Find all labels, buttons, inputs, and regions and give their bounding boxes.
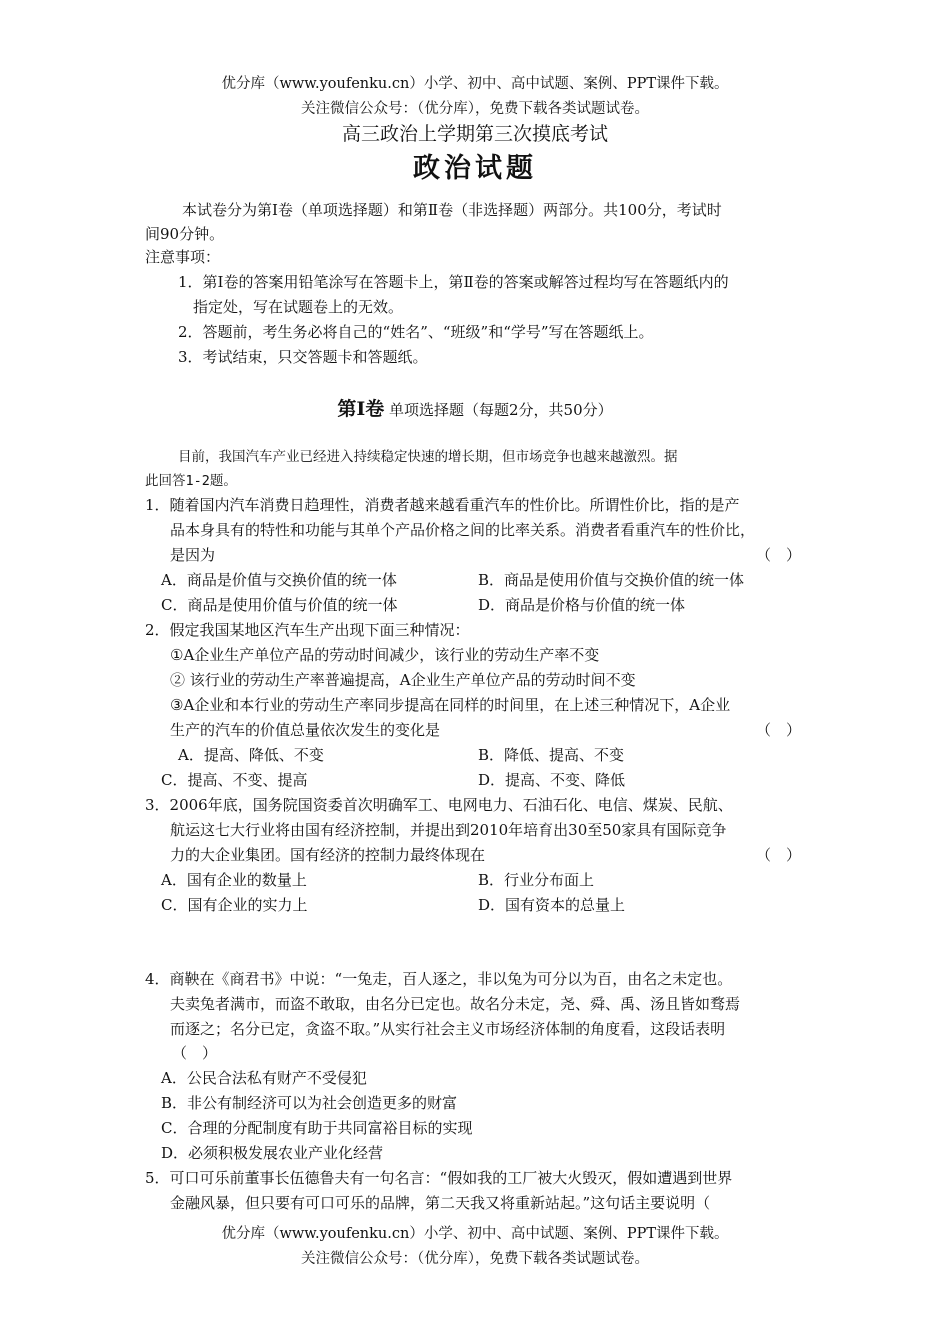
question-5-line-1: 5．可口可乐前董事长伍德鲁夫有一句名言：“假如我的工厂被大火毁灭，假如遭遇到世界 bbox=[145, 1169, 733, 1187]
question-1-option-d: D．商品是价格与价值的统一体 bbox=[478, 596, 686, 614]
question-1-line-2: 品本身具有的特性和功能与其单个产品价格之间的比率关系。消费者看重汽车的性价比， bbox=[170, 521, 756, 539]
section-1-intro-line-1: 目前，我国汽车产业已经进入持续稳定快速的增长期，但市场竞争也越来越激烈。据 bbox=[178, 449, 678, 465]
question-2-situation-1: ①A企业生产单位产品的劳动时间减少，该行业的劳动生产率不变 bbox=[170, 646, 600, 664]
question-2-option-c: C．提高、不变、提高 bbox=[161, 771, 308, 789]
question-3-option-b: B．行业分布面上 bbox=[478, 871, 595, 889]
question-2-situation-3: ③A企业和本行业的劳动生产率同步提高在同样的时间里，在上述三种情况下，A企业 bbox=[170, 696, 731, 714]
question-4-option-c: C．合理的分配制度有助于共同富裕目标的实现 bbox=[161, 1119, 473, 1137]
question-2-answer-blank: （ ） bbox=[756, 721, 802, 739]
question-4-option-d: D．必须积极发展农业产业化经营 bbox=[161, 1144, 384, 1162]
notes-item-2: 2．答题前，考生务必将自己的“姓名”、“班级”和“学号”写在答题纸上。 bbox=[178, 323, 654, 341]
question-3-option-c: C．国有企业的实力上 bbox=[161, 896, 308, 914]
section-1-desc: 单项选择题（每题2分，共50分） bbox=[389, 401, 613, 419]
exam-title: 高三政治上学期第三次摸底考试 bbox=[341, 123, 608, 145]
question-4-line-1: 4．商鞅在《商君书》中说：“一兔走，百人逐之，非以兔为可分以为百，由名之未定也。 bbox=[145, 970, 733, 988]
section-1-title bbox=[0, 396, 950, 423]
header-line-1: 优分库（www.youfenku.cn）小学、初中、高中试题、案例、PPT课件下载。 bbox=[221, 76, 729, 92]
section-1-label: 第Ⅰ卷 bbox=[337, 398, 385, 420]
question-2-line-5: 生产的汽车的价值总量依次发生的变化是 bbox=[170, 721, 441, 739]
question-4-line-3: 而逐之；名分已定，贪盗不取。”从实行社会主义市场经济体制的角度看，这段话表明 bbox=[170, 1020, 726, 1038]
question-2-situation-2: ② 该行业的劳动生产率普遍提高，A企业生产单位产品的劳动时间不变 bbox=[170, 671, 636, 689]
question-3-line-1: 3．2006年底，国务院国资委首次明确军工、电网电力、石油石化、电信、煤炭、民航、 bbox=[145, 796, 733, 814]
question-2-option-a: A．提高、降低、不变 bbox=[178, 746, 324, 764]
question-3-option-d: D．国有资本的总量上 bbox=[478, 896, 626, 914]
question-1-option-b: B．商品是使用价值与交换价值的统一体 bbox=[478, 571, 745, 589]
question-5-line-2: 金融风暴，但只要有可口可乐的品牌，第二天我又将重新站起。”这句话主要说明（ bbox=[170, 1194, 711, 1212]
question-3-answer-blank: （ ） bbox=[756, 846, 802, 864]
exam-intro-line-1: 本试卷分为第Ⅰ卷（单项选择题）和第Ⅱ卷（非选择题）两部分。共100分，考试时 bbox=[182, 201, 722, 219]
notes-item-1-line-1: 1．第Ⅰ卷的答案用铅笔涂写在答题卡上，第Ⅱ卷的答案或解答过程均写在答题纸内的 bbox=[178, 273, 729, 291]
question-4-option-a: A．公民合法私有财产不受侵犯 bbox=[161, 1069, 367, 1087]
question-3-option-a: A．国有企业的数量上 bbox=[161, 871, 307, 889]
question-2-option-b: B．降低、提高、不变 bbox=[478, 746, 625, 764]
section-1-intro-line-2: 此回答1-2题。 bbox=[145, 473, 237, 489]
question-1-line-3: 是因为 bbox=[170, 546, 216, 564]
question-2-option-d: D．提高、不变、降低 bbox=[478, 771, 626, 789]
question-4-answer-blank: （ ） bbox=[172, 1044, 218, 1062]
question-2-line-1: 2．假定我国某地区汽车生产出现下面三种情况： bbox=[145, 621, 470, 639]
footer-line-1: 优分库（www.youfenku.cn）小学、初中、高中试题、案例、PPT课件下载。 bbox=[221, 1226, 729, 1242]
notes-heading: 注意事项： bbox=[145, 248, 221, 266]
exam-subtitle: 政治试题 bbox=[413, 153, 537, 184]
footer-line-2: 关注微信公众号：（优分库），免费下载各类试题试卷。 bbox=[301, 1251, 649, 1267]
header-line-2: 关注微信公众号：（优分库），免费下载各类试题试卷。 bbox=[301, 101, 649, 117]
question-4-option-b: B．非公有制经济可以为社会创造更多的财富 bbox=[161, 1094, 458, 1112]
exam-intro-line-2: 间90分钟。 bbox=[145, 225, 225, 243]
question-3-line-3: 力的大企业集团。国有经济的控制力最终体现在 bbox=[170, 846, 486, 864]
notes-item-1-line-2: 指定处，写在试题卷上的无效。 bbox=[193, 298, 404, 316]
notes-item-3: 3．考试结束，只交答题卡和答题纸。 bbox=[178, 348, 428, 366]
question-1-option-c: C．商品是使用价值与价值的统一体 bbox=[161, 596, 398, 614]
question-4-line-2: 夫卖兔者满市，而盗不敢取，由名分已定也。故名分未定，尧、舜、禹、汤且皆如骛焉 bbox=[170, 995, 741, 1013]
question-3-line-2: 航运这七大行业将由国有经济控制，并提出到2010年培育出30至50家具有国际竞争 bbox=[170, 821, 727, 839]
question-1-answer-blank: （ ） bbox=[756, 546, 802, 564]
question-1-line-1: 1．随着国内汽车消费日趋理性，消费者越来越看重汽车的性价比。所谓性价比，指的是产 bbox=[145, 496, 740, 514]
question-1-option-a: A．商品是价值与交换价值的统一体 bbox=[161, 571, 397, 589]
